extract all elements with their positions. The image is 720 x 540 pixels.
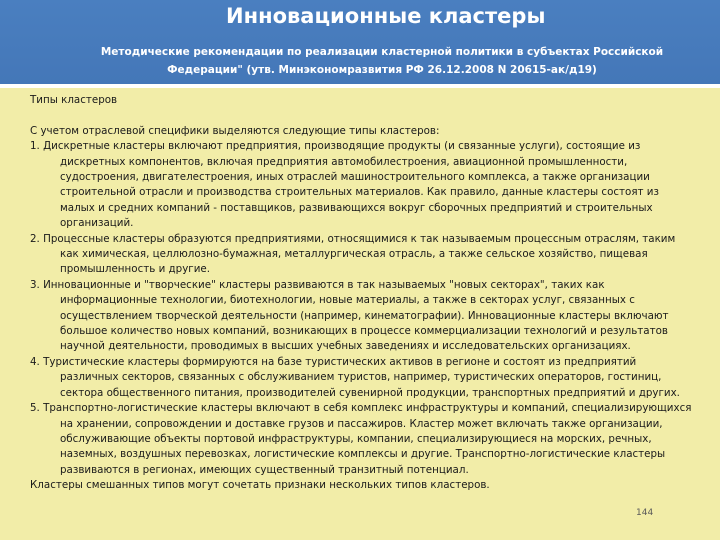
intro-text: С учетом отраслевой специфики выделяются следующие типы кластеров: <box>30 124 440 137</box>
list-item-tourism: 4. Туристические кластеры формируются на базе туристических активов в регионе и состоят из предприятий различных секторов, связанных с обслуживанием туристов, например, туристических операторов, гостиниц, сектора общественного питания, производителей сувенирной продукции, транспортных предприятий и других. <box>30 355 680 399</box>
page-number: 144 <box>636 508 654 518</box>
list-item-process: 2. Процессные кластеры образуются предприятиями, относящимися к так называемым процессным отраслям, таким как химическая, целлюлозно-бумажная, металлургическая отрасль, а также сельское хозяйство, пищевая промышленность и другие. <box>30 232 676 276</box>
list-item-transport: 5. Транспортно-логистические кластеры включают в себя комплекс инфраструктуры и компаний, специализирующихся на хранении, сопровождении и доставке грузов и пассажиров. Кластер может включать также организации, обслуживающие объекты портовой инфраструктуры, компании, специализирующиеся на морских, речных, наземных, воздушных перевозках, логистические комплексы и другие. Транспортно-логистические кластеры развиваются в регионах, имеющих существенный транзитный потенциал. <box>30 402 692 476</box>
header-band <box>0 0 720 84</box>
header-divider <box>0 84 720 88</box>
section-heading: Типы кластеров <box>30 94 118 106</box>
list-item-innovative: 3. Инновационные и "творческие" кластеры развиваются в так называемых "новых секторах", таких как информационные технологии, биотехнологии, новые материалы, а также в секторах услуг, связанных с осуществлением творческой деятельности (например, кинематографии). Инновационные кластеры включают большое количество новых компаний, возникающих в процессе коммерциализации технологий и результатов научной деятельности, проводимых в высших учебных заведениях и исследовательских организациях. <box>30 278 669 353</box>
slide-subtitle: Методические рекомендации по реализации кластерной политики в субъектах Российской Федерации" (утв. Минэкономразвития РФ 26.12.2008 N 20615-ак/д19) <box>100 46 664 76</box>
slide-title: Инновационные кластеры <box>226 4 546 28</box>
closing-text: Кластеры смешанных типов могут сочетать признаки нескольких типов кластеров. <box>30 479 490 492</box>
list-item-discrete: 1. Дискретные кластеры включают предприятия, производящие продукты (и связанные услуги), состоящие из дискретных компонентов, включая предприятия автомобилестроения, авиационной промышленности, судостроения, двигателестроения, иных отраслей машиностроительного комплекса, а также организации строительной отрасли и производства строительных материалов. Как правило, данные кластеры состоят из малых и средних компаний - поставщиков, развивающихся вокруг сборочных предприятий и строительных организаций. <box>30 140 659 230</box>
slide-body <box>30 93 692 494</box>
